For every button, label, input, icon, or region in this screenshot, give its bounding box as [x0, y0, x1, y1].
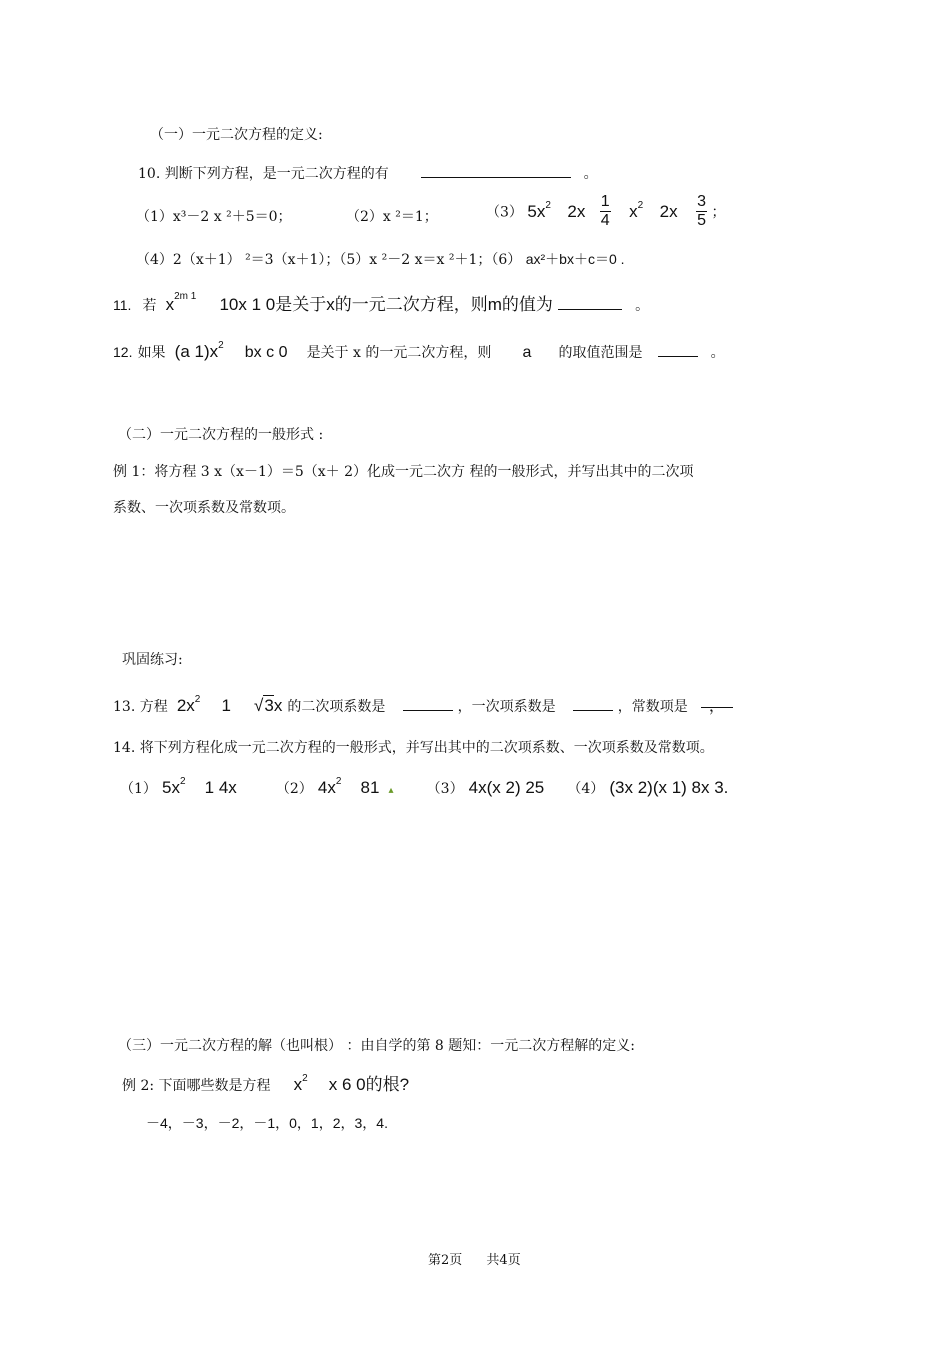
q10-item-2: （2）x ²＝1；	[346, 209, 438, 225]
fraction-three-fifths: $\frac{3}{5}$	[697, 193, 706, 229]
q13-quadratic-blank[interactable]	[403, 696, 453, 711]
q11: 11. 若 $x^{2m 1}$ 10x 1 0是关于x的一元二次方程，则m的值为 。	[113, 291, 650, 314]
q12-answer-blank[interactable]	[658, 342, 698, 357]
example-1-line-2: 系数、一次项系数及常数项。	[113, 500, 295, 516]
page-number: 第2页	[428, 1253, 463, 1268]
section-3-title: （三）一元二次方程的解（也叫根） ：由自学的第 8 题知：一元二次方程解的定义:	[118, 1038, 635, 1054]
practice-title: 巩固练习:	[122, 652, 183, 668]
stray-mark: ▴	[388, 785, 394, 796]
q12: 12. 如果 (a $1)x^2$ bx c 0 是关于 x 的一元二次方程，则 a 的取值范围是 。	[113, 340, 725, 361]
q14-stem: 14. 将下列方程化成一元二次方程的一般形式，并写出其中的二次项系数、一次项系数及常数项。	[113, 740, 714, 756]
q10-answer-blank[interactable]	[421, 163, 571, 178]
candidate-roots: －4，－3，－2，－1，0，1，2，3，4.	[146, 1115, 388, 1131]
page-total: 共4页	[486, 1253, 521, 1268]
example-2: 例 2: 下面哪些数是方程 $x^2$ x 6 0的根?	[122, 1073, 410, 1094]
section-2-title: （二）一元二次方程的一般形式 :	[118, 427, 324, 443]
q10-item-1: （1）x³－2 x ²＋5＝0；	[136, 209, 292, 225]
page-footer	[428, 1249, 521, 1268]
fraction-one-quarter: $\frac{1}{4}$	[600, 193, 610, 229]
q13: 13. 方程 $2x^2$ 1 √3x 的二次项系数是 ，一次项系数是 ，常数项是 ，	[113, 693, 733, 716]
sqrt-3x: √3x	[254, 696, 283, 715]
q13-constant-blank[interactable]: ，	[701, 693, 733, 708]
q10-items-4-6: （4）2（x＋1） ²＝3（x＋1）；（5）x ²－2 x＝x ²＋1；（6） ax²＋bx＋c＝0 .	[136, 251, 625, 268]
q13-linear-blank[interactable]	[573, 696, 613, 711]
q14-items: （1） $5x^2$ 1 4x （2） $4x^2$ 81 ▴ （3） 4x(x 2) 25 （4） (3x 2)(x 1) 8x 3.	[120, 776, 729, 797]
section-1-title: （一）一元二次方程的定义:	[150, 127, 323, 143]
q10-item-3: （3） $5x^2$ 2x $\frac{1}{4}$ $x^2$ 2x $\frac{3}{5}$ ；	[486, 193, 726, 229]
example-1-line-1: 例 1：将方程 3 x（x－1）＝5（x＋ 2）化成一元二次方 程的一般形式，并写出其中的二次项	[113, 464, 694, 480]
q11-answer-blank[interactable]	[558, 295, 622, 310]
q10-stem: 10. 判断下列方程，是一元二次方程的有 。	[138, 163, 598, 183]
